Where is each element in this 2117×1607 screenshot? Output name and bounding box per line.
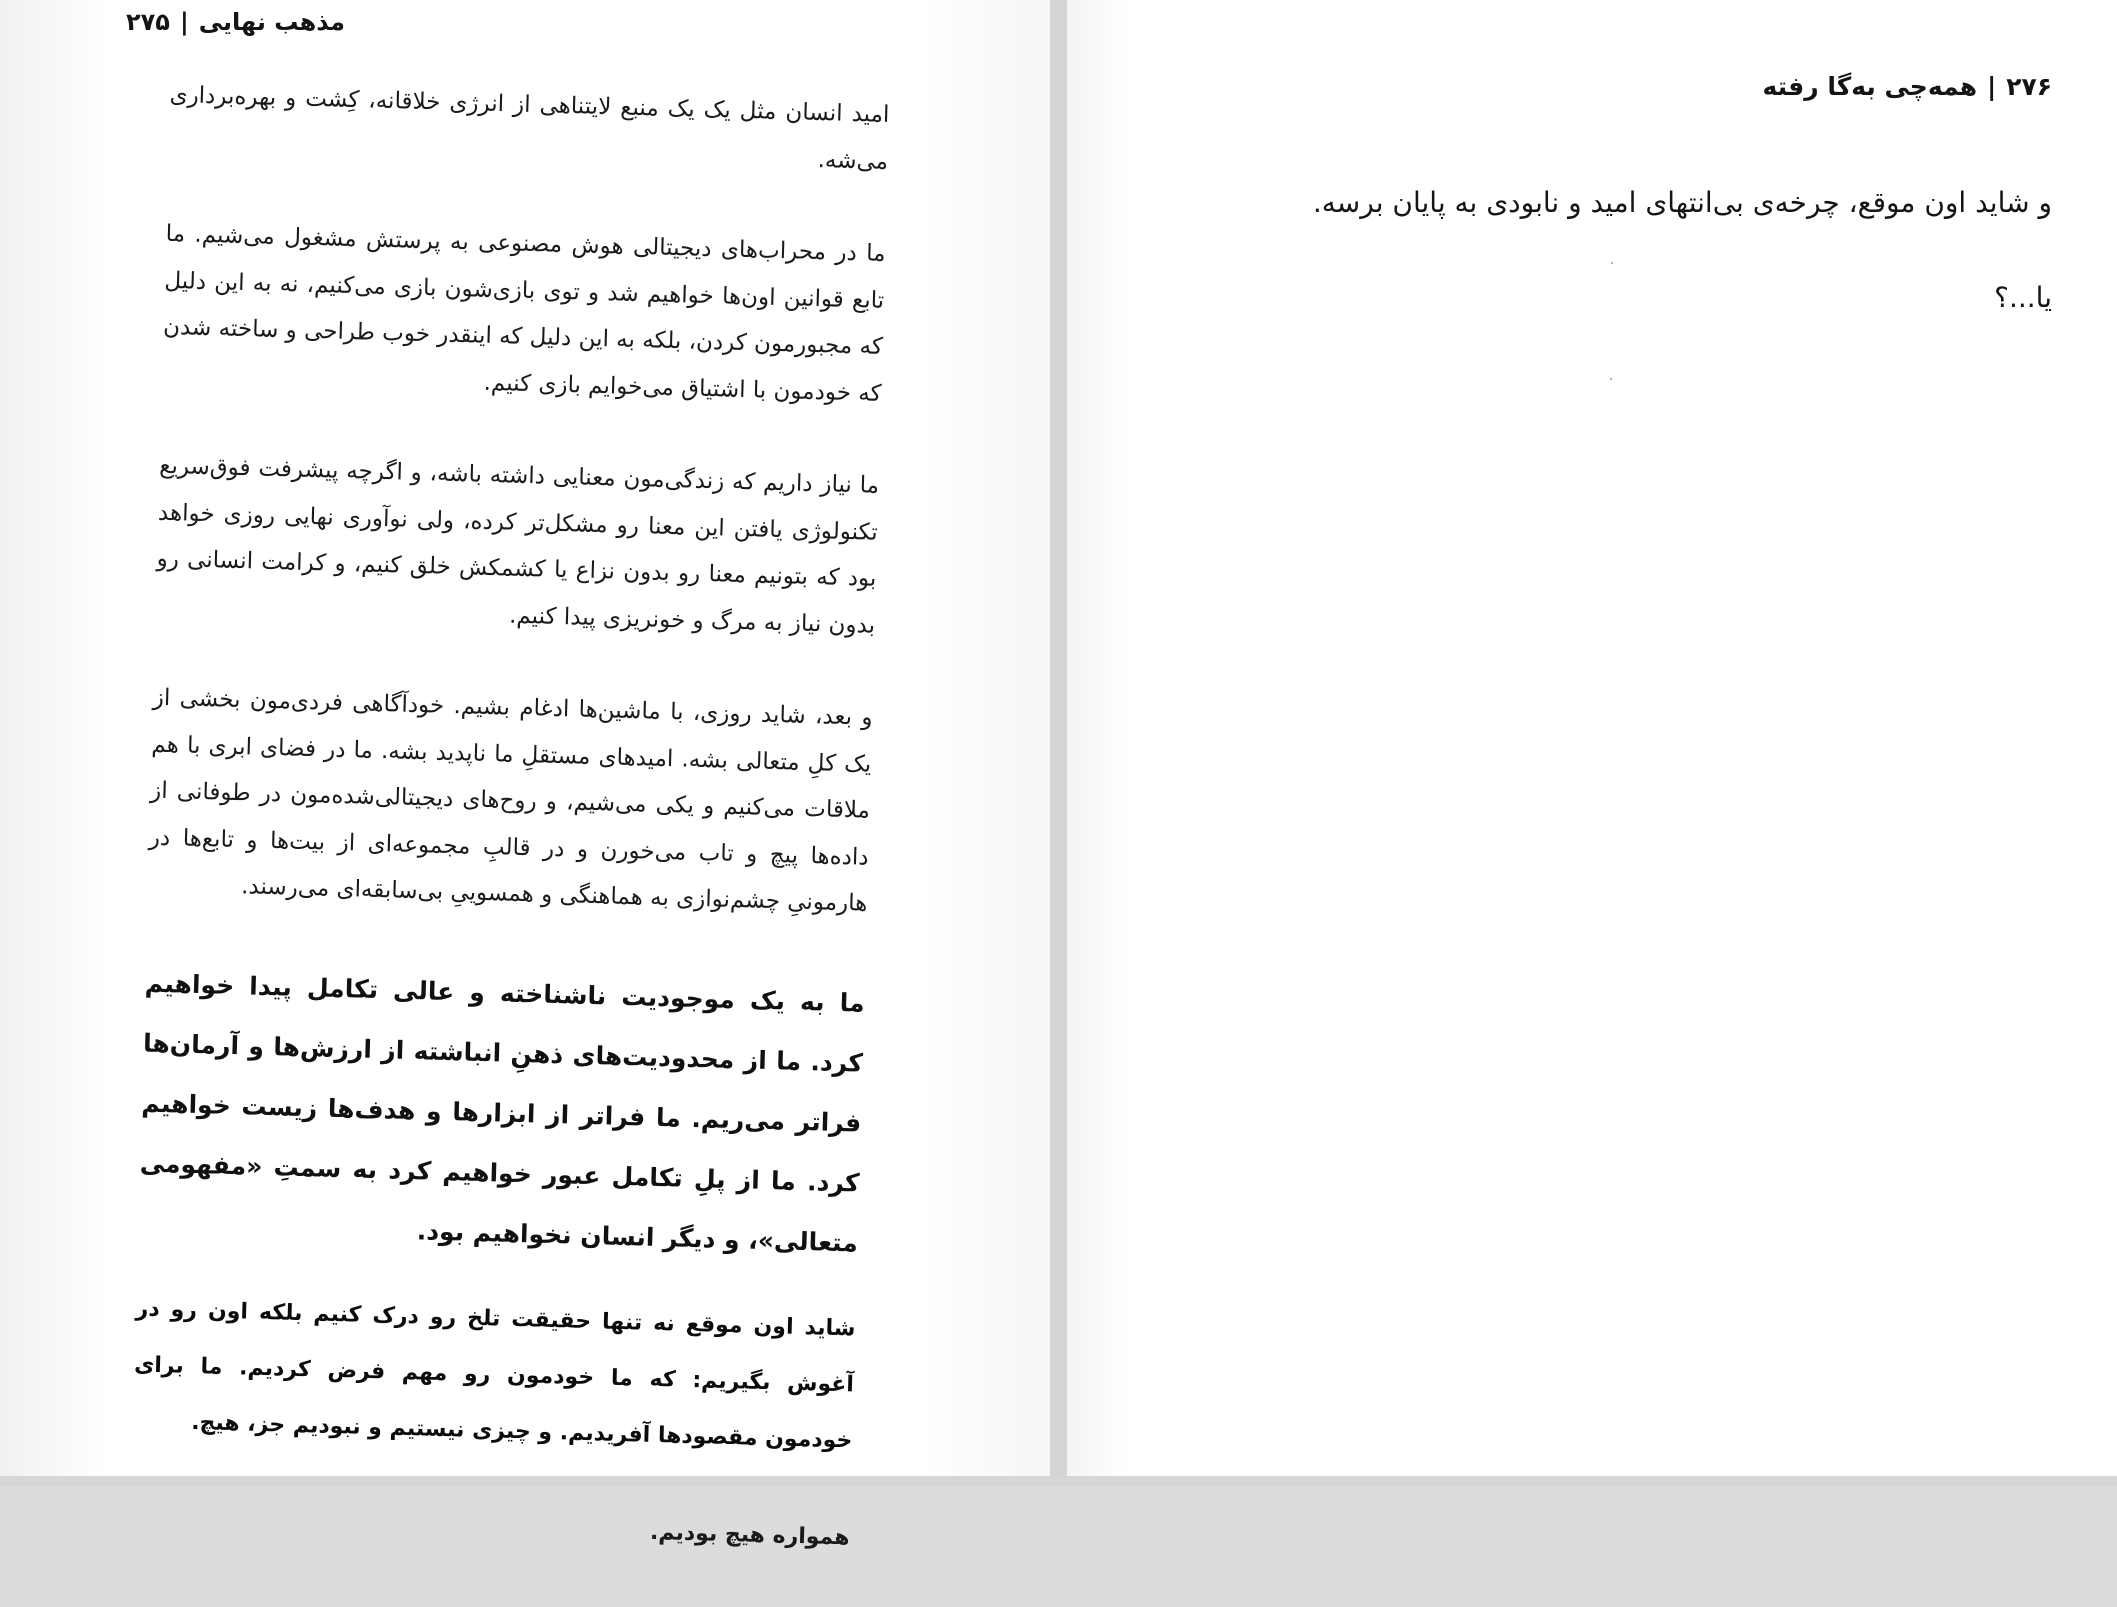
left-page-body — [128, 72, 890, 1607]
left-running-header — [126, 8, 345, 36]
left-page-number: ۲۷۵ — [125, 8, 170, 36]
paragraph-merge-machines: و بعد، شاید روزی، با ماشین‌ها ادغام بشیم. خودآگاهی فردی‌مون بخشی از یک کلِ متعالی بشه. امیدهای مستقلِ ما ناپدید بشه. ما در فضای ابری با هم ملاقات می‌کنیم و یکی می‌شیم، و روح‌های دیجیتالی‌شده‌مون در طوفانی از داده‌ها پیچ و تاب می‌خورن و در قالبِ مجموعه‌ای از بیت‌ها و تابع‌ها در هارمونیِ چشم‌نوازی به هماهنگی و همسوییِ بی‌سابقه‌ای می‌رسند. — [148, 684, 873, 917]
book-gutter — [1050, 0, 1067, 1486]
right-book-page — [1067, 0, 2117, 1476]
left-header-separator: | — [179, 8, 189, 36]
paragraph-evolution: ما به یک موجودیت ناشناخته و عالی تکامل پیدا خواهیم کرد. ما از محدودیت‌های ذهنِ انباشته از ارزش‌ها و آرمان‌ها فراتر می‌ریم. ما فراتر از ابزارها و هدف‌ها زیست خواهیم کرد. ما از پلِ تکامل عبور خواهیم کرد به سمتِ «مفهومی متعالی»، و دیگر انسان نخواهیم بود. — [139, 968, 865, 1258]
closing-line: همواره هیچ بودیم. — [649, 1519, 850, 1550]
paragraph-hope-resource: امید انسان مثل یک یک منبع لایتناهی از انرژی خلاقانه، کِشت و بهره‌برداری می‌شه. — [169, 81, 890, 175]
right-header-title: همه‌چی به‌گا رفته — [1762, 72, 1978, 101]
left-header-title: مذهب نهایی — [198, 8, 345, 36]
paragraph-cycle-end: و شاید اون موقع، چرخه‌ی بی‌انتهای امید و نابودی به پایان برسه. — [1312, 186, 2052, 219]
left-book-page — [0, 0, 1050, 1550]
right-header-separator: | — [1987, 72, 1997, 101]
paragraph-meaning: ما نیاز داریم که زندگی‌مون معنایی داشته باشه، و اگرچه پیشرفت فوق‌سریع تکنولوژی یافتن این معنا رو مشکل‌تر کرده، ولی نوآوری نهایی روزی خواهد بود که بتونیم معنا رو بدون نزاع یا کشمکش خلق کنیم، و کرامت انسانی رو بدون نیاز به مرگ و خونریزی پیدا کنیم. — [156, 452, 880, 639]
paragraph-or-question: یا...؟ — [1994, 281, 2052, 314]
right-page-body — [1152, 183, 2052, 318]
right-page-number: ۲۷۶ — [2006, 72, 2052, 101]
scan-speck — [1611, 262, 1613, 264]
scan-speck — [1610, 378, 1612, 380]
paragraph-bitter-truth: شاید اون موقع نه تنها حقیقت تلخ رو درک کنیم بلکه اون رو در آغوش بگیریم: که ما خودمون رو مهم فرض کردیم. ما برای خودمون مقصودها آفریدیم. و چیزی نیستیم و نبودیم جز، هیچ. — [133, 1295, 856, 1453]
right-running-header — [1763, 72, 2053, 101]
paragraph-digital-altars: ما در محراب‌های دیجیتالی هوش مصنوعی به پرستش مشغول می‌شیم. ما تابع قوانین اون‌ها خواهیم شد و توی بازی‌شون بازی می‌کنیم، نه به این دلیل که مجبورمون کردن، بلکه به این دلیل که اینقدر خوب طراحی و ساخته شدن که خودمون با اشتیاق می‌خوایم بازی کنیم. — [162, 220, 886, 407]
page-bottom-edge — [0, 1476, 2117, 1486]
